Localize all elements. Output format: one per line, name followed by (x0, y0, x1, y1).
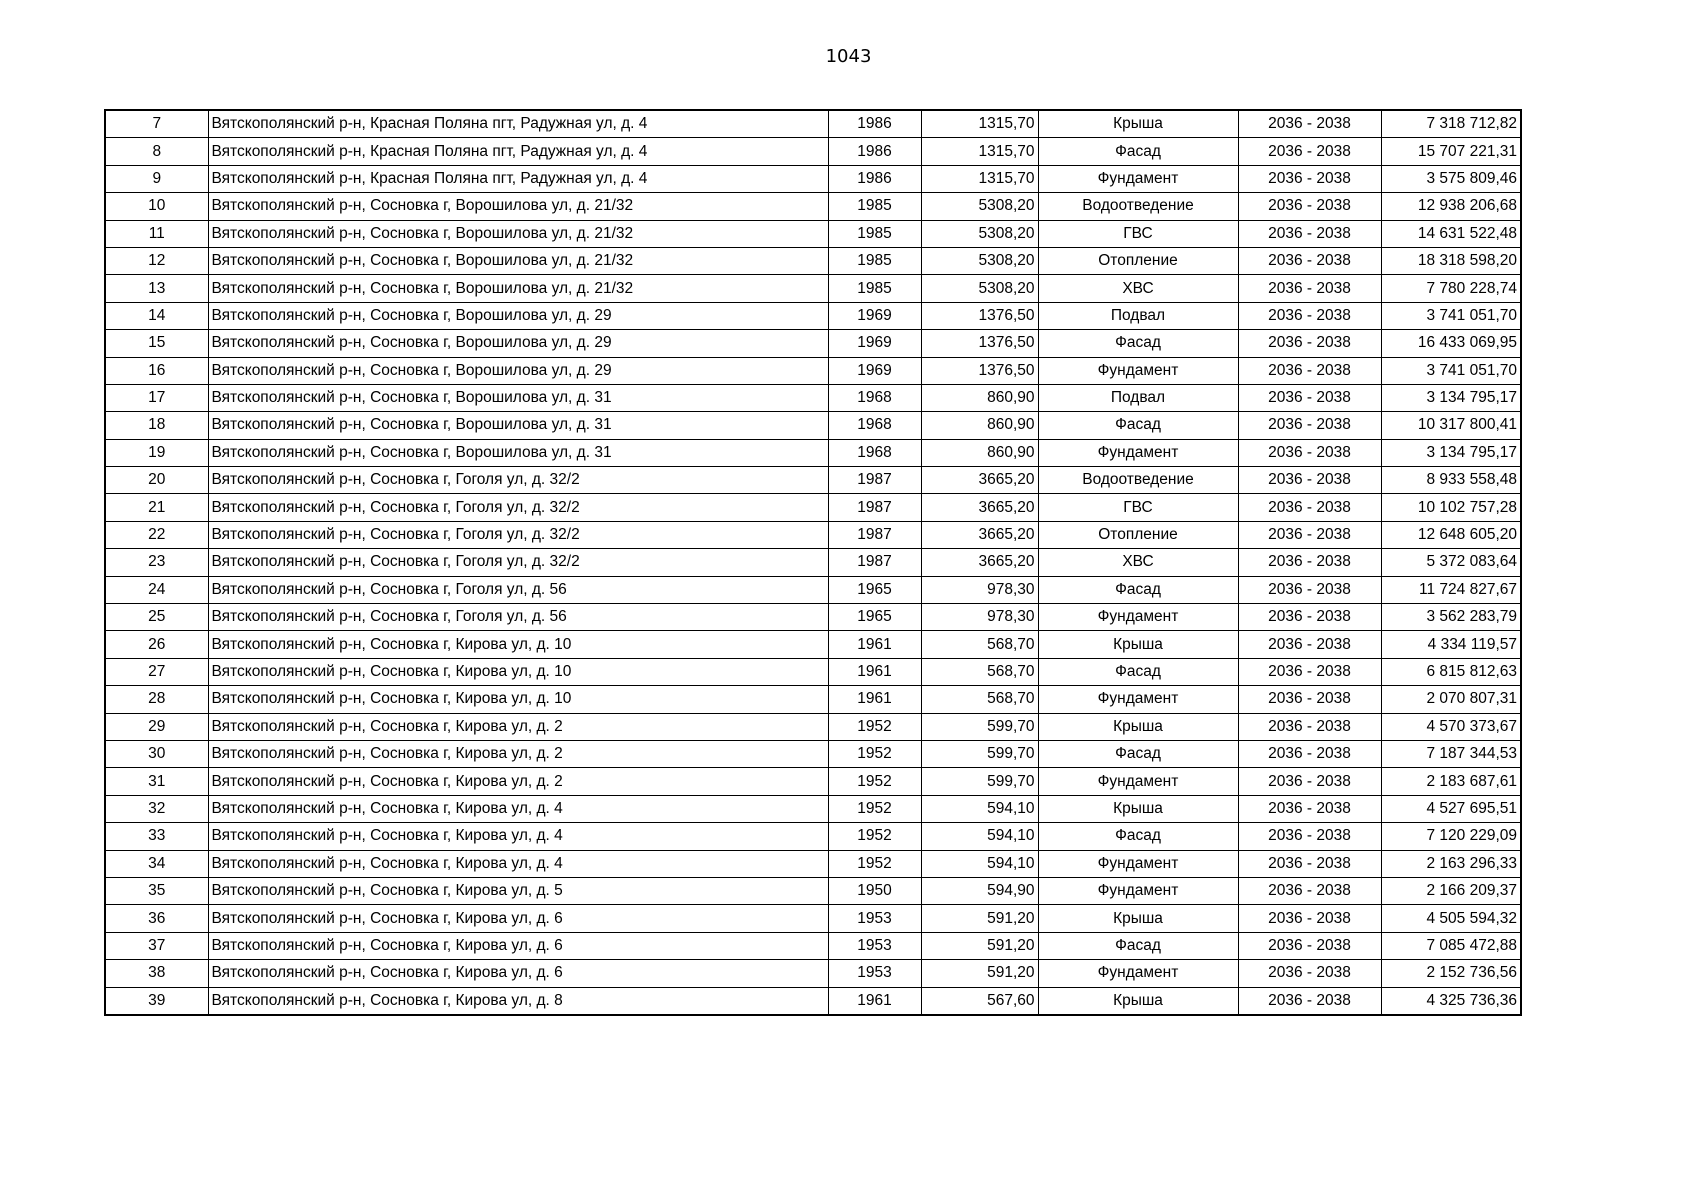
table-row (105, 631, 1521, 658)
build-year-cell: 1961 (828, 658, 921, 685)
cost-cell: 3 134 795,17 (1381, 384, 1521, 411)
area-cell: 5308,20 (921, 220, 1038, 247)
work-type-cell: Фасад (1038, 576, 1238, 603)
period-cell: 2036 - 2038 (1238, 439, 1381, 466)
area-cell: 594,90 (921, 877, 1038, 904)
area-cell: 1376,50 (921, 302, 1038, 329)
period-cell: 2036 - 2038 (1238, 549, 1381, 576)
build-year-cell: 1968 (828, 439, 921, 466)
table-row (105, 713, 1521, 740)
build-year-cell: 1985 (828, 220, 921, 247)
row-number-cell: 34 (105, 850, 208, 877)
period-cell: 2036 - 2038 (1238, 631, 1381, 658)
build-year-cell: 1950 (828, 877, 921, 904)
table-row (105, 850, 1521, 877)
row-number-cell: 13 (105, 275, 208, 302)
cost-cell: 14 631 522,48 (1381, 220, 1521, 247)
address-cell: Вятскополянский р-н, Сосновка г, Кирова ул, д. 8 (208, 987, 828, 1015)
period-cell: 2036 - 2038 (1238, 932, 1381, 959)
table-row (105, 768, 1521, 795)
work-type-cell: Водоотведение (1038, 193, 1238, 220)
area-cell: 594,10 (921, 850, 1038, 877)
build-year-cell: 1986 (828, 138, 921, 165)
row-number-cell: 38 (105, 960, 208, 987)
work-type-cell: Фасад (1038, 658, 1238, 685)
row-number-cell: 29 (105, 713, 208, 740)
work-type-cell: Крыша (1038, 905, 1238, 932)
area-cell: 568,70 (921, 658, 1038, 685)
area-cell: 591,20 (921, 960, 1038, 987)
build-year-cell: 1952 (828, 713, 921, 740)
row-number-cell: 21 (105, 494, 208, 521)
area-cell: 591,20 (921, 932, 1038, 959)
cost-cell: 8 933 558,48 (1381, 467, 1521, 494)
cost-cell: 10 102 757,28 (1381, 494, 1521, 521)
build-year-cell: 1987 (828, 494, 921, 521)
row-number-cell: 7 (105, 110, 208, 138)
period-cell: 2036 - 2038 (1238, 658, 1381, 685)
period-cell: 2036 - 2038 (1238, 110, 1381, 138)
table-row (105, 740, 1521, 767)
address-cell: Вятскополянский р-н, Сосновка г, Гоголя ул, д. 32/2 (208, 494, 828, 521)
work-type-cell: Фундамент (1038, 877, 1238, 904)
period-cell: 2036 - 2038 (1238, 384, 1381, 411)
work-type-cell: Фундамент (1038, 850, 1238, 877)
build-year-cell: 1965 (828, 576, 921, 603)
address-cell: Вятскополянский р-н, Красная Поляна пгт, Радужная ул, д. 4 (208, 165, 828, 192)
repair-registry-table (104, 109, 1522, 1016)
cost-cell: 7 120 229,09 (1381, 823, 1521, 850)
area-cell: 1315,70 (921, 165, 1038, 192)
row-number-cell: 36 (105, 905, 208, 932)
build-year-cell: 1953 (828, 905, 921, 932)
work-type-cell: Отопление (1038, 247, 1238, 274)
build-year-cell: 1968 (828, 384, 921, 411)
build-year-cell: 1961 (828, 631, 921, 658)
area-cell: 591,20 (921, 905, 1038, 932)
area-cell: 860,90 (921, 384, 1038, 411)
period-cell: 2036 - 2038 (1238, 877, 1381, 904)
table-row (105, 932, 1521, 959)
period-cell: 2036 - 2038 (1238, 220, 1381, 247)
period-cell: 2036 - 2038 (1238, 357, 1381, 384)
work-type-cell: Крыша (1038, 795, 1238, 822)
row-number-cell: 24 (105, 576, 208, 603)
row-number-cell: 14 (105, 302, 208, 329)
address-cell: Вятскополянский р-н, Сосновка г, Ворошилова ул, д. 29 (208, 330, 828, 357)
address-cell: Вятскополянский р-н, Сосновка г, Ворошилова ул, д. 29 (208, 302, 828, 329)
period-cell: 2036 - 2038 (1238, 823, 1381, 850)
address-cell: Вятскополянский р-н, Сосновка г, Кирова ул, д. 5 (208, 877, 828, 904)
table-row (105, 795, 1521, 822)
cost-cell: 18 318 598,20 (1381, 247, 1521, 274)
cost-cell: 12 648 605,20 (1381, 521, 1521, 548)
table-row (105, 138, 1521, 165)
cost-cell: 2 166 209,37 (1381, 877, 1521, 904)
area-cell: 599,70 (921, 713, 1038, 740)
table-row (105, 658, 1521, 685)
period-cell: 2036 - 2038 (1238, 330, 1381, 357)
area-cell: 5308,20 (921, 193, 1038, 220)
work-type-cell: ХВС (1038, 549, 1238, 576)
cost-cell: 7 085 472,88 (1381, 932, 1521, 959)
table-row (105, 604, 1521, 631)
row-number-cell: 18 (105, 412, 208, 439)
area-cell: 1376,50 (921, 330, 1038, 357)
period-cell: 2036 - 2038 (1238, 768, 1381, 795)
period-cell: 2036 - 2038 (1238, 905, 1381, 932)
period-cell: 2036 - 2038 (1238, 302, 1381, 329)
table-row (105, 877, 1521, 904)
table-row (105, 467, 1521, 494)
area-cell: 860,90 (921, 439, 1038, 466)
area-cell: 1376,50 (921, 357, 1038, 384)
work-type-cell: Фундамент (1038, 960, 1238, 987)
work-type-cell: Фасад (1038, 330, 1238, 357)
work-type-cell: Подвал (1038, 384, 1238, 411)
build-year-cell: 1961 (828, 686, 921, 713)
period-cell: 2036 - 2038 (1238, 247, 1381, 274)
build-year-cell: 1952 (828, 850, 921, 877)
row-number-cell: 8 (105, 138, 208, 165)
table-row (105, 439, 1521, 466)
work-type-cell: Фасад (1038, 740, 1238, 767)
address-cell: Вятскополянский р-н, Сосновка г, Гоголя ул, д. 56 (208, 576, 828, 603)
table-row (105, 494, 1521, 521)
address-cell: Вятскополянский р-н, Сосновка г, Ворошилова ул, д. 21/32 (208, 193, 828, 220)
address-cell: Вятскополянский р-н, Сосновка г, Ворошилова ул, д. 21/32 (208, 275, 828, 302)
cost-cell: 3 741 051,70 (1381, 302, 1521, 329)
work-type-cell: Фундамент (1038, 768, 1238, 795)
table-row (105, 193, 1521, 220)
cost-cell: 4 325 736,36 (1381, 987, 1521, 1015)
period-cell: 2036 - 2038 (1238, 521, 1381, 548)
build-year-cell: 1952 (828, 768, 921, 795)
address-cell: Вятскополянский р-н, Сосновка г, Ворошилова ул, д. 31 (208, 439, 828, 466)
period-cell: 2036 - 2038 (1238, 960, 1381, 987)
cost-cell: 2 070 807,31 (1381, 686, 1521, 713)
period-cell: 2036 - 2038 (1238, 987, 1381, 1015)
cost-cell: 3 575 809,46 (1381, 165, 1521, 192)
table-row (105, 384, 1521, 411)
row-number-cell: 28 (105, 686, 208, 713)
area-cell: 599,70 (921, 740, 1038, 767)
table-row (105, 576, 1521, 603)
row-number-cell: 35 (105, 877, 208, 904)
area-cell: 978,30 (921, 576, 1038, 603)
period-cell: 2036 - 2038 (1238, 576, 1381, 603)
row-number-cell: 16 (105, 357, 208, 384)
address-cell: Вятскополянский р-н, Сосновка г, Гоголя ул, д. 32/2 (208, 521, 828, 548)
work-type-cell: Фундамент (1038, 439, 1238, 466)
build-year-cell: 1985 (828, 275, 921, 302)
work-type-cell: Крыша (1038, 631, 1238, 658)
cost-cell: 12 938 206,68 (1381, 193, 1521, 220)
address-cell: Вятскополянский р-н, Сосновка г, Кирова ул, д. 6 (208, 960, 828, 987)
table-row (105, 521, 1521, 548)
page-number: 1043 (825, 46, 872, 67)
address-cell: Вятскополянский р-н, Сосновка г, Кирова ул, д. 2 (208, 713, 828, 740)
build-year-cell: 1987 (828, 521, 921, 548)
work-type-cell: Отопление (1038, 521, 1238, 548)
cost-cell: 3 741 051,70 (1381, 357, 1521, 384)
table-row (105, 220, 1521, 247)
address-cell: Вятскополянский р-н, Красная Поляна пгт, Радужная ул, д. 4 (208, 138, 828, 165)
cost-cell: 2 163 296,33 (1381, 850, 1521, 877)
table-row (105, 686, 1521, 713)
work-type-cell: Подвал (1038, 302, 1238, 329)
period-cell: 2036 - 2038 (1238, 604, 1381, 631)
cost-cell: 3 562 283,79 (1381, 604, 1521, 631)
row-number-cell: 22 (105, 521, 208, 548)
period-cell: 2036 - 2038 (1238, 740, 1381, 767)
area-cell: 594,10 (921, 795, 1038, 822)
work-type-cell: Фасад (1038, 932, 1238, 959)
build-year-cell: 1969 (828, 357, 921, 384)
cost-cell: 4 334 119,57 (1381, 631, 1521, 658)
build-year-cell: 1986 (828, 165, 921, 192)
period-cell: 2036 - 2038 (1238, 686, 1381, 713)
work-type-cell: Фундамент (1038, 686, 1238, 713)
build-year-cell: 1952 (828, 823, 921, 850)
address-cell: Вятскополянский р-н, Сосновка г, Ворошилова ул, д. 21/32 (208, 220, 828, 247)
build-year-cell: 1969 (828, 302, 921, 329)
table-row (105, 357, 1521, 384)
area-cell: 599,70 (921, 768, 1038, 795)
area-cell: 1315,70 (921, 138, 1038, 165)
work-type-cell: Фундамент (1038, 604, 1238, 631)
table-row (105, 823, 1521, 850)
table-row (105, 549, 1521, 576)
work-type-cell: ГВС (1038, 494, 1238, 521)
build-year-cell: 1986 (828, 110, 921, 138)
build-year-cell: 1987 (828, 549, 921, 576)
work-type-cell: Фундамент (1038, 165, 1238, 192)
cost-cell: 11 724 827,67 (1381, 576, 1521, 603)
work-type-cell: Фасад (1038, 412, 1238, 439)
area-cell: 1315,70 (921, 110, 1038, 138)
period-cell: 2036 - 2038 (1238, 412, 1381, 439)
row-number-cell: 12 (105, 247, 208, 274)
address-cell: Вятскополянский р-н, Сосновка г, Кирова ул, д. 6 (208, 932, 828, 959)
address-cell: Вятскополянский р-н, Сосновка г, Гоголя ул, д. 32/2 (208, 467, 828, 494)
table-row (105, 987, 1521, 1015)
period-cell: 2036 - 2038 (1238, 494, 1381, 521)
row-number-cell: 9 (105, 165, 208, 192)
table-row (105, 275, 1521, 302)
row-number-cell: 32 (105, 795, 208, 822)
address-cell: Вятскополянский р-н, Сосновка г, Гоголя ул, д. 32/2 (208, 549, 828, 576)
cost-cell: 7 318 712,82 (1381, 110, 1521, 138)
work-type-cell: Крыша (1038, 713, 1238, 740)
address-cell: Вятскополянский р-н, Сосновка г, Кирова ул, д. 6 (208, 905, 828, 932)
row-number-cell: 31 (105, 768, 208, 795)
period-cell: 2036 - 2038 (1238, 193, 1381, 220)
address-cell: Вятскополянский р-н, Сосновка г, Кирова ул, д. 10 (208, 658, 828, 685)
build-year-cell: 1953 (828, 932, 921, 959)
work-type-cell: Фасад (1038, 823, 1238, 850)
work-type-cell: Фундамент (1038, 357, 1238, 384)
address-cell: Вятскополянский р-н, Сосновка г, Кирова ул, д. 2 (208, 740, 828, 767)
address-cell: Вятскополянский р-н, Красная Поляна пгт, Радужная ул, д. 4 (208, 110, 828, 138)
address-cell: Вятскополянский р-н, Сосновка г, Кирова ул, д. 4 (208, 823, 828, 850)
period-cell: 2036 - 2038 (1238, 275, 1381, 302)
period-cell: 2036 - 2038 (1238, 467, 1381, 494)
build-year-cell: 1969 (828, 330, 921, 357)
area-cell: 978,30 (921, 604, 1038, 631)
row-number-cell: 37 (105, 932, 208, 959)
cost-cell: 4 505 594,32 (1381, 905, 1521, 932)
address-cell: Вятскополянский р-н, Сосновка г, Кирова ул, д. 4 (208, 795, 828, 822)
cost-cell: 7 187 344,53 (1381, 740, 1521, 767)
row-number-cell: 26 (105, 631, 208, 658)
work-type-cell: ХВС (1038, 275, 1238, 302)
build-year-cell: 1965 (828, 604, 921, 631)
area-cell: 594,10 (921, 823, 1038, 850)
row-number-cell: 23 (105, 549, 208, 576)
area-cell: 3665,20 (921, 549, 1038, 576)
table-row (105, 110, 1521, 138)
cost-cell: 6 815 812,63 (1381, 658, 1521, 685)
area-cell: 5308,20 (921, 247, 1038, 274)
area-cell: 3665,20 (921, 521, 1038, 548)
build-year-cell: 1952 (828, 795, 921, 822)
area-cell: 3665,20 (921, 494, 1038, 521)
cost-cell: 5 372 083,64 (1381, 549, 1521, 576)
address-cell: Вятскополянский р-н, Сосновка г, Кирова ул, д. 4 (208, 850, 828, 877)
address-cell: Вятскополянский р-н, Сосновка г, Ворошилова ул, д. 31 (208, 384, 828, 411)
build-year-cell: 1961 (828, 987, 921, 1015)
table-row (105, 165, 1521, 192)
row-number-cell: 19 (105, 439, 208, 466)
cost-cell: 3 134 795,17 (1381, 439, 1521, 466)
cost-cell: 4 570 373,67 (1381, 713, 1521, 740)
period-cell: 2036 - 2038 (1238, 138, 1381, 165)
period-cell: 2036 - 2038 (1238, 850, 1381, 877)
build-year-cell: 1953 (828, 960, 921, 987)
row-number-cell: 30 (105, 740, 208, 767)
table-row (105, 302, 1521, 329)
row-number-cell: 27 (105, 658, 208, 685)
row-number-cell: 17 (105, 384, 208, 411)
period-cell: 2036 - 2038 (1238, 165, 1381, 192)
table-row (105, 905, 1521, 932)
cost-cell: 16 433 069,95 (1381, 330, 1521, 357)
cost-cell: 15 707 221,31 (1381, 138, 1521, 165)
address-cell: Вятскополянский р-н, Сосновка г, Ворошилова ул, д. 21/32 (208, 247, 828, 274)
row-number-cell: 39 (105, 987, 208, 1015)
row-number-cell: 11 (105, 220, 208, 247)
address-cell: Вятскополянский р-н, Сосновка г, Ворошилова ул, д. 29 (208, 357, 828, 384)
table-row (105, 330, 1521, 357)
table-body (105, 110, 1521, 1015)
cost-cell: 7 780 228,74 (1381, 275, 1521, 302)
address-cell: Вятскополянский р-н, Сосновка г, Кирова ул, д. 2 (208, 768, 828, 795)
table-row (105, 960, 1521, 987)
work-type-cell: Водоотведение (1038, 467, 1238, 494)
row-number-cell: 25 (105, 604, 208, 631)
cost-cell: 2 152 736,56 (1381, 960, 1521, 987)
area-cell: 568,70 (921, 686, 1038, 713)
area-cell: 860,90 (921, 412, 1038, 439)
build-year-cell: 1985 (828, 247, 921, 274)
work-type-cell: Фасад (1038, 138, 1238, 165)
build-year-cell: 1968 (828, 412, 921, 439)
period-cell: 2036 - 2038 (1238, 795, 1381, 822)
row-number-cell: 15 (105, 330, 208, 357)
work-type-cell: Крыша (1038, 987, 1238, 1015)
area-cell: 3665,20 (921, 467, 1038, 494)
area-cell: 567,60 (921, 987, 1038, 1015)
row-number-cell: 20 (105, 467, 208, 494)
build-year-cell: 1987 (828, 467, 921, 494)
table-row (105, 412, 1521, 439)
period-cell: 2036 - 2038 (1238, 713, 1381, 740)
area-cell: 5308,20 (921, 275, 1038, 302)
address-cell: Вятскополянский р-н, Сосновка г, Кирова ул, д. 10 (208, 686, 828, 713)
build-year-cell: 1985 (828, 193, 921, 220)
build-year-cell: 1952 (828, 740, 921, 767)
table-row (105, 247, 1521, 274)
area-cell: 568,70 (921, 631, 1038, 658)
row-number-cell: 33 (105, 823, 208, 850)
work-type-cell: ГВС (1038, 220, 1238, 247)
row-number-cell: 10 (105, 193, 208, 220)
address-cell: Вятскополянский р-н, Сосновка г, Кирова ул, д. 10 (208, 631, 828, 658)
address-cell: Вятскополянский р-н, Сосновка г, Гоголя ул, д. 56 (208, 604, 828, 631)
address-cell: Вятскополянский р-н, Сосновка г, Ворошилова ул, д. 31 (208, 412, 828, 439)
cost-cell: 4 527 695,51 (1381, 795, 1521, 822)
cost-cell: 2 183 687,61 (1381, 768, 1521, 795)
cost-cell: 10 317 800,41 (1381, 412, 1521, 439)
work-type-cell: Крыша (1038, 110, 1238, 138)
